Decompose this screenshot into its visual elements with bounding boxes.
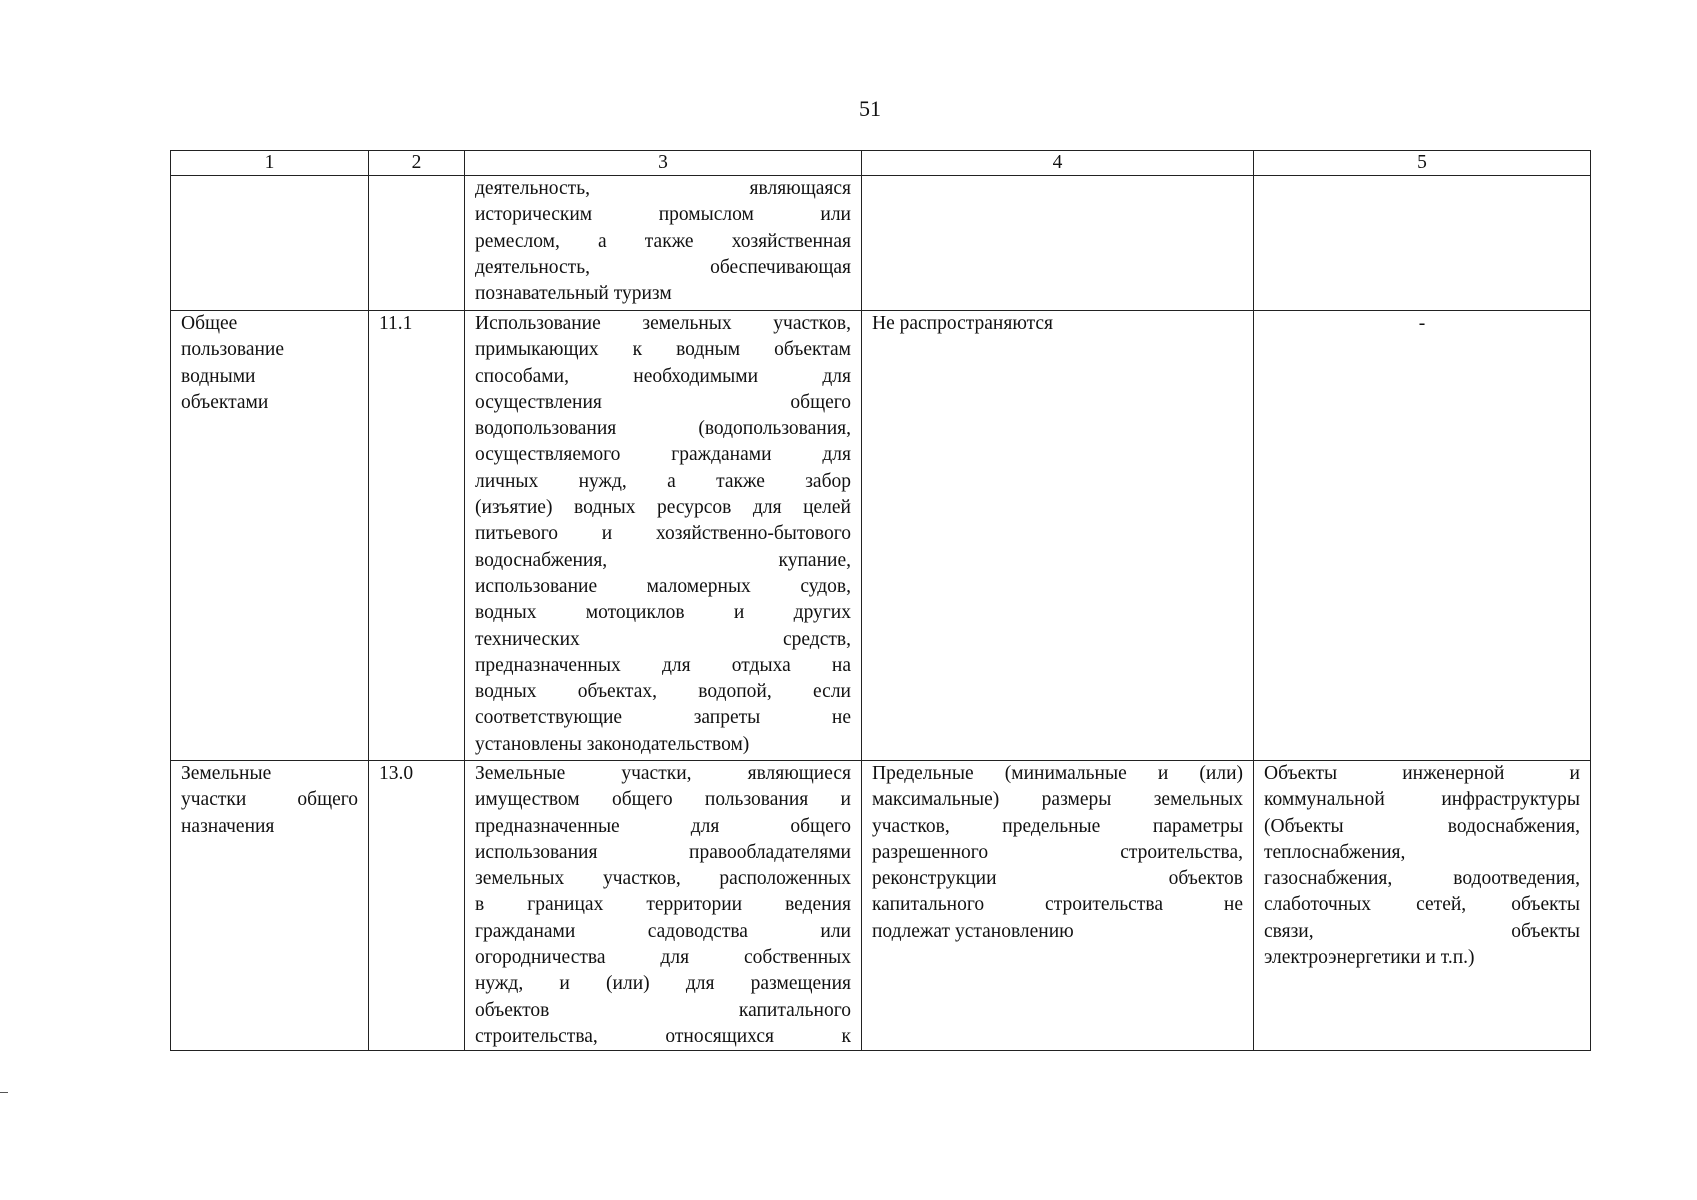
cell-text-line: примыкающих к водным объектам [475, 339, 851, 361]
cell-text-line: личных нужд, а также забор [475, 470, 851, 492]
cell-text-line: максимальные) размеры земельных [872, 789, 1243, 811]
cell-text-line: подлежат установлению [872, 920, 1074, 942]
table-row-water-use [171, 311, 1591, 761]
cell-text-line: Не распространяются [872, 313, 1054, 334]
cell-text-line: питьевого и хозяйственно-бытового [475, 523, 851, 545]
cell-text-line: водопользования (водопользования, [475, 418, 851, 440]
cell-text-line: Предельные (минимальные и (или) [872, 763, 1243, 784]
land-use-table [170, 150, 1591, 1051]
cell-description [465, 176, 862, 311]
cell-parameters [862, 176, 1254, 311]
cell-text-line: водных объектах, водопой, если [475, 681, 851, 703]
cell-text-line: реконструкции объектов [872, 868, 1243, 890]
cell-text-line: гражданами садоводства или [475, 920, 851, 942]
cell-code: 13.0 [369, 761, 465, 1051]
cell-text-line: участки общего [181, 789, 358, 811]
cell-text-line: слаботочных сетей, объекты [1264, 894, 1580, 916]
cell-text-line: водоснабжения, купание, [475, 549, 851, 571]
cell-objects [1254, 176, 1591, 311]
cell-text-line: (Объекты водоснабжения, [1264, 815, 1580, 837]
cell-text-line: коммунальной инфраструктуры [1264, 789, 1580, 811]
col-header-1: 1 [171, 151, 369, 176]
cell-text-line: теплоснабжения, [1264, 841, 1406, 863]
cell-text-line: пользование [181, 339, 285, 361]
cell-text-line: предназначенных для отдыха на [475, 654, 851, 676]
cell-text-line: капитального строительства не [872, 894, 1243, 916]
cell-text-line: соответствующие запреты не [475, 707, 851, 729]
cell-objects: - [1254, 311, 1591, 761]
cell-text-line: участков, предельные параметры [872, 815, 1243, 837]
cell-code [369, 176, 465, 311]
cell-text-line: газоснабжения, водоотведения, [1264, 868, 1580, 890]
cell-text-line: Земельные участки, являющиеся [475, 763, 851, 784]
cell-text-line: использование маломерных судов, [475, 575, 851, 597]
cell-text-line: предназначенные для общего [475, 815, 851, 837]
page-number: 51 [859, 96, 881, 121]
cell-name [171, 176, 369, 311]
cell-text-line: строительства, относящихся к [475, 1025, 851, 1047]
cell-text-line: познавательный туризм [475, 283, 672, 305]
cell-text-line: водными [181, 365, 256, 387]
cell-text-line: ремеслом, а также хозяйственная [475, 230, 851, 252]
col-header-2: 2 [369, 151, 465, 176]
table-row-continuation [171, 176, 1591, 311]
cell-text-line: установлены законодательством) [475, 733, 750, 755]
cell-text-line: осуществляемого гражданами для [475, 444, 851, 466]
cell-text-line: способами, необходимыми для [475, 365, 851, 387]
scan-edge-mark [0, 1092, 8, 1093]
cell-text-line: объектов капитального [475, 999, 851, 1021]
cell-code: 11.1 [369, 311, 465, 761]
cell-parameters [862, 311, 1254, 761]
cell-text-line: нужд, и (или) для размещения [475, 973, 851, 995]
cell-text-line: разрешенного строительства, [872, 841, 1243, 863]
cell-text-line: (изъятие) водных ресурсов для целей [475, 497, 851, 519]
cell-description [465, 761, 862, 1051]
cell-text-line: объектами [181, 391, 269, 413]
cell-text-line: электроэнергетики и т.п.) [1264, 947, 1475, 969]
cell-text-line: деятельность, являющаяся [475, 178, 851, 199]
col-header-3: 3 [465, 151, 862, 176]
table-row-common-land [171, 761, 1591, 1051]
cell-text-line: Земельные [181, 763, 272, 784]
cell-text-line: осуществления общего [475, 391, 851, 413]
col-header-5: 5 [1254, 151, 1591, 176]
cell-description [465, 311, 862, 761]
cell-name [171, 311, 369, 761]
cell-text-line: имуществом общего пользования и [475, 789, 851, 811]
cell-text-line: связи, объекты [1264, 920, 1580, 942]
cell-text-line: огородничества для собственных [475, 947, 851, 969]
cell-text-line: историческим промыслом или [475, 204, 851, 226]
cell-text-line: земельных участков, расположенных [475, 868, 851, 890]
cell-objects [1254, 761, 1591, 1051]
cell-text-line: деятельность, обеспечивающая [475, 256, 851, 278]
cell-text-line: водных мотоциклов и других [475, 602, 851, 624]
cell-parameters [862, 761, 1254, 1051]
cell-text-line: технических средств, [475, 628, 851, 650]
col-header-4: 4 [862, 151, 1254, 176]
cell-name [171, 761, 369, 1051]
cell-text-line: использования правообладателями [475, 841, 851, 863]
cell-text-line: назначения [181, 815, 275, 837]
cell-text-line: Объекты инженерной и [1264, 763, 1580, 784]
table-header-row [171, 151, 1591, 176]
cell-text-line: в границах территории ведения [475, 894, 851, 916]
cell-text-line: Использование земельных участков, [475, 313, 851, 334]
cell-text-line: Общее [181, 313, 238, 334]
